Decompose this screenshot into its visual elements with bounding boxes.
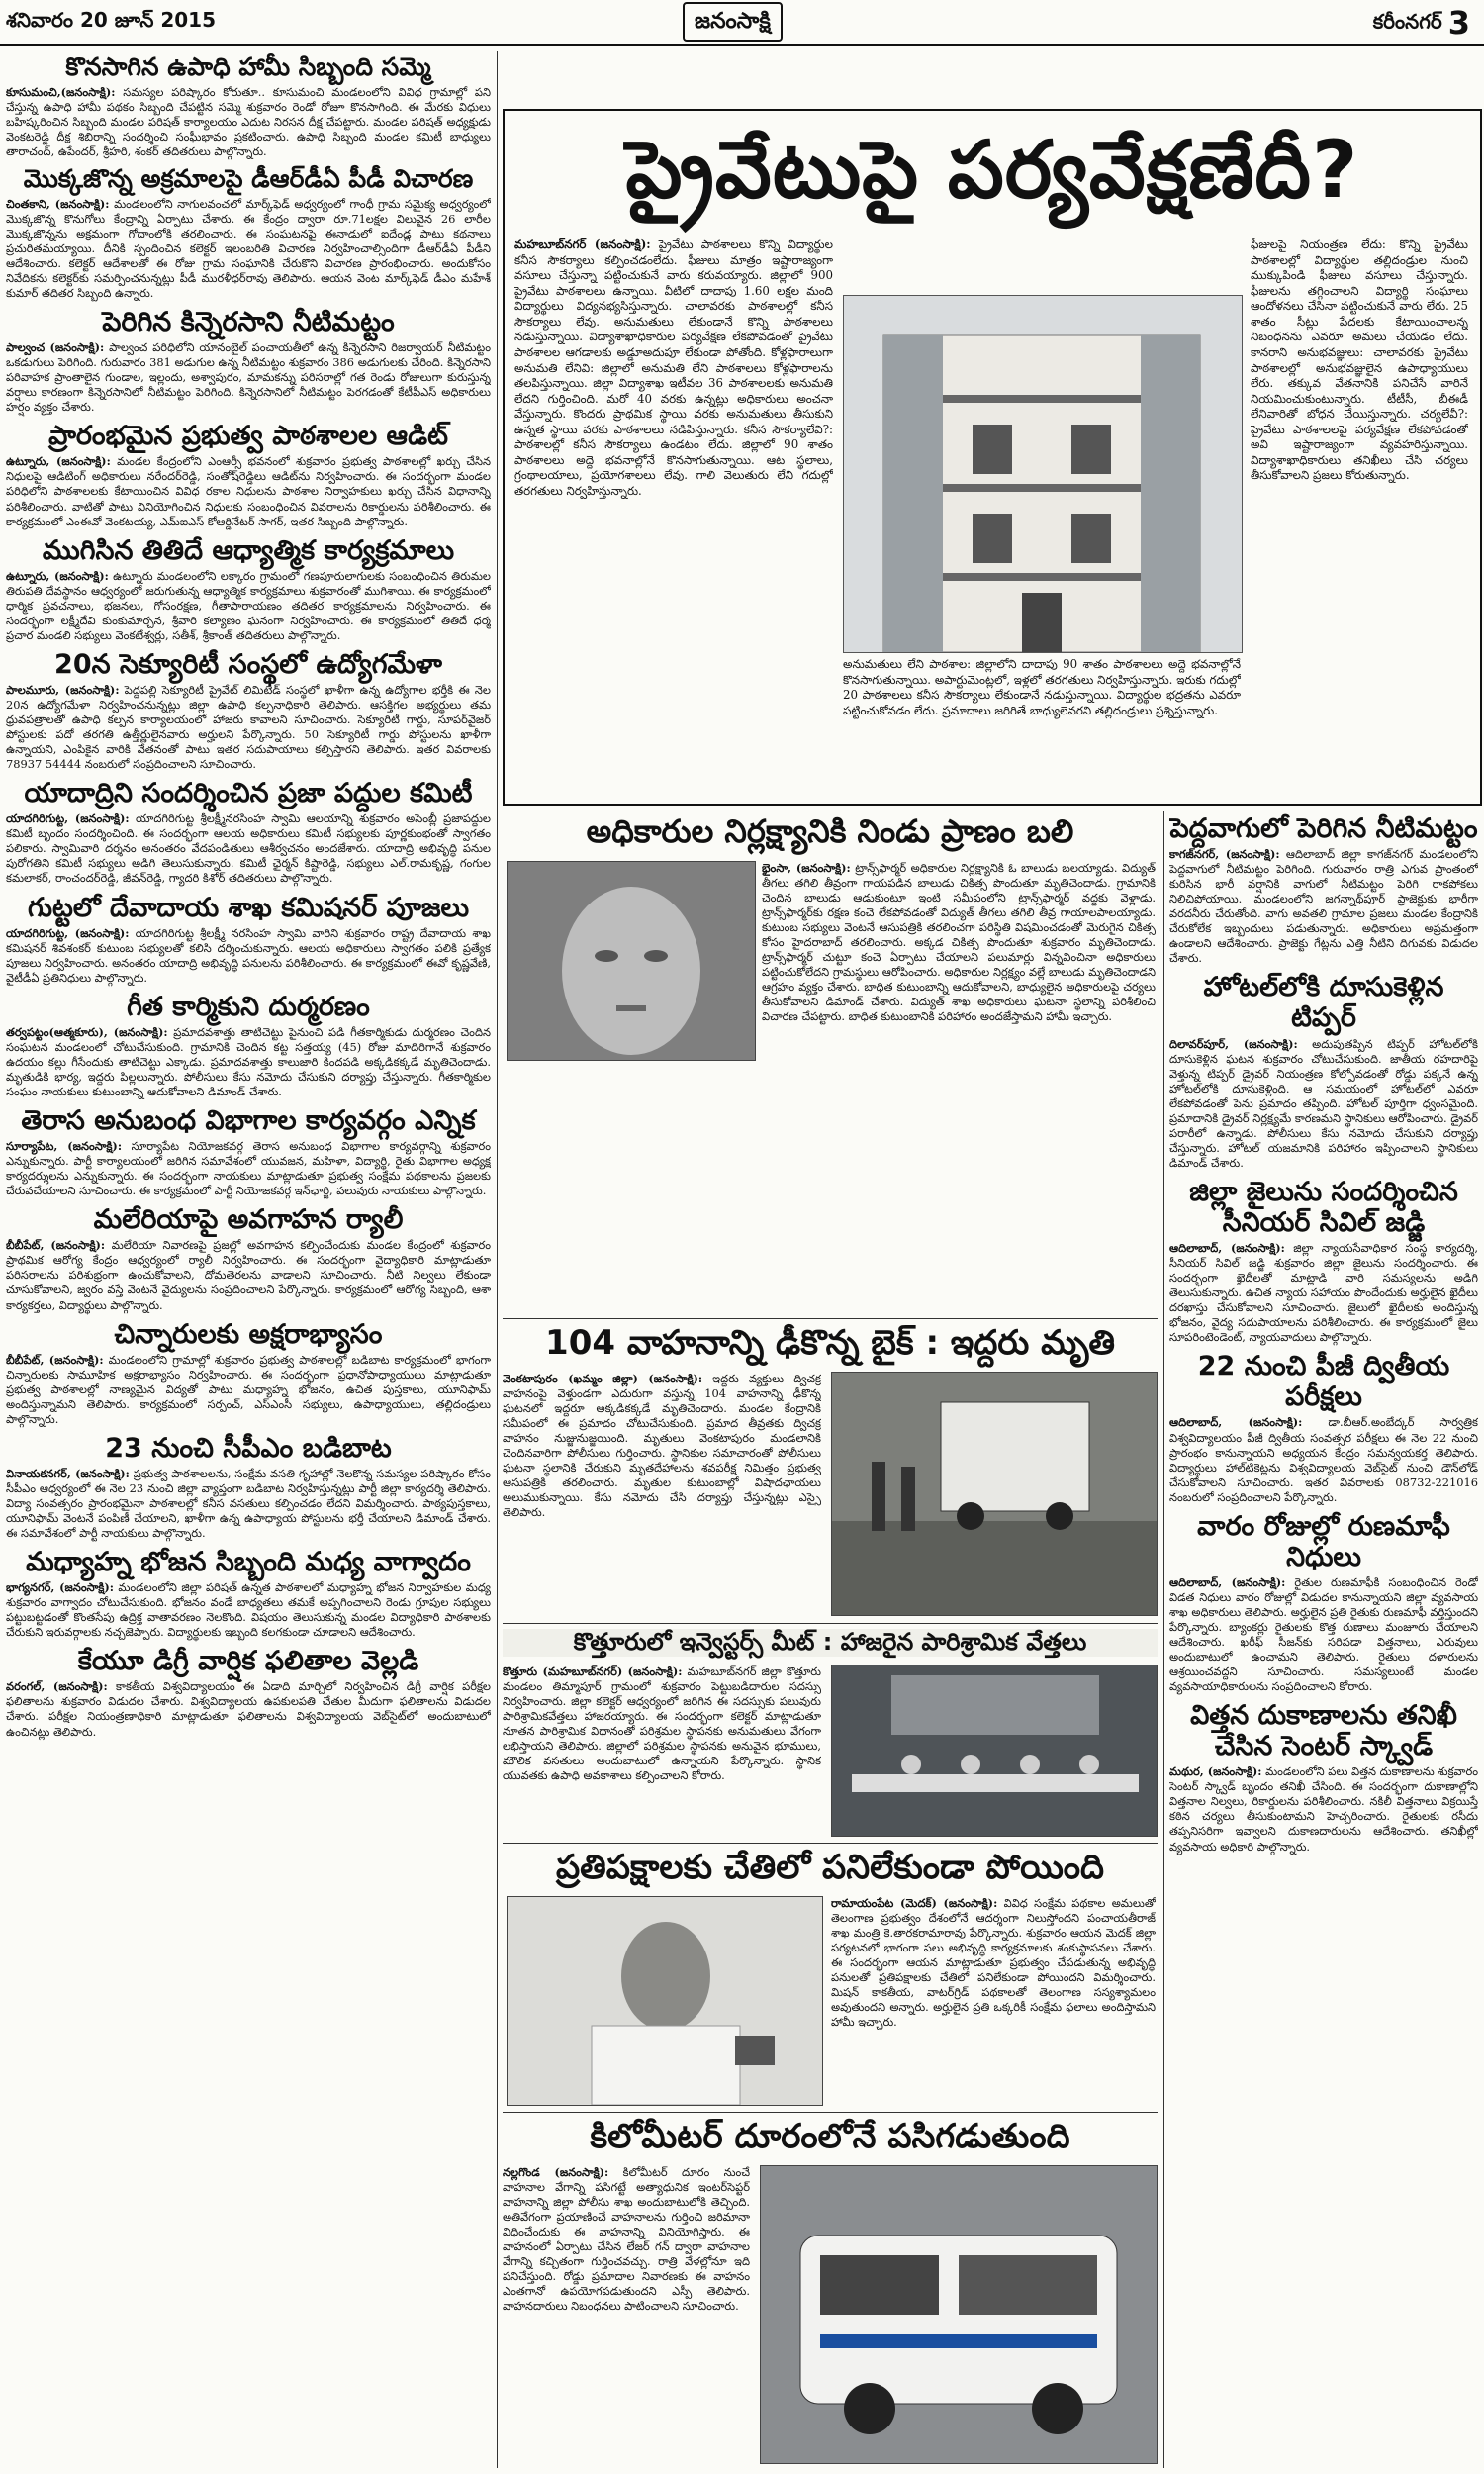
story-text: మహబూబ్‌నగర్ జిల్లా కొత్తూరు మండలం తిమ్మాపూర్ గ్రామంలో శుక్రవారం పెట్టుబడిదారుల సదస్సు నిర్వహించారు. జిల్లా కలెక్టర్ ఆధ్వర్యంలో జరిగిన ఈ సదస్సుకు పలువురు పారిశ్రామికవేత్తలు హాజరయ్యారు. ఈ సందర్భంగా కలెక్టర్ మాట్లాడుతూ నూతన పారిశ్రామిక విధానంతో పరిశ్రమల స్థాపనకు అనుమతులు వేగంగా లభిస్తాయని తెలిపారు. జిల్లాలో పరిశ్రమల స్థాపనకు అనువైన భూములు, మౌలిక వసతులు అందుబాటులో ఉన్నాయని పేర్కొన్నారు. స్థానిక యువతకు ఉపాధి అవకాశాలు కల్పించాలని కోరారు. [503, 1665, 821, 1783]
story-text: పెద్దపల్లి సెక్యూరిటీ ప్రైవేట్ లిమిటెడ్ సంస్థలో ఖాళీగా ఉన్న ఉద్యోగాల భర్తీకి ఈ నెల 20న ఉద్యోగమేళా నిర్వహించనున్నట్లు జిల్లా ఉపాధి కల్పనాధికారి తెలిపారు. ఆసక్తిగల అభ్యర్థులు తమ ధ్రువపత్రాలతో ఉపాధి కల్పన కార్యాలయంలో హాజరు కావాలని సూచించారు. సెక్యూరిటీ గార్డు, సూపర్‌వైజర్ పోస్టులకు పదో తరగతి ఉత్తీర్ణులైనవారు అర్హులని పేర్కొన్నారు. 50 సెక్యూరిటీ గార్డు పోస్టులను ఖాళీగా ఉన్నాయని, ఎంపికైన వారికి వేతనంతో పాటు ఇతర సదుపాయాలు కల్పిస్తారని తెలిపారు. ఇతర వివరాలకు 78937 54444 నంబరులో సంప్రదించాలని సూచించారు. [6, 682, 491, 772]
story-text: ఇద్దరు వ్యక్తులు ద్విచక్ర వాహనంపై వెళ్తుండగా ఎదురుగా వస్తున్న 104 వాహనాన్ని ఢీకొన్న ఘటనలో ఇద్దరూ అక్కడికక్కడే మృతిచెందారు. మండల కేంద్రానికి సమీపంలో ఈ ప్రమాదం చోటుచేసుకుంది. ప్రమాద తీవ్రతకు ద్విచక్ర వాహనం నుజ్జునుజ్జయింది. మృతులు వెంకటాపురం మండలానికి చెందినవారిగా పోలీసులు గుర్తించారు. స్థానికుల సమాచారంతో పోలీసులు ఘటనా స్థలానికి చేరుకుని మృతదేహాలను శవపరీక్ష నిమిత్తం ప్రభుత్వ ఆసుపత్రికి తరలించారు. మృతుల కుటుంబాల్లో విషాదఛాయలు అలుముకున్నాయి. కేసు నమోదు చేసి దర్యాప్తు చేస్తున్నట్లు ఎస్సై తెలిపారు. [503, 1372, 821, 1520]
story-text: పాల్వంచ పరిధిలోని యానంబైల్ పంచాయతీలో ఉన్న కిన్నెరసాని రిజర్వాయర్ నీటిమట్టం ఒకడుగులు పెరిగింది. గురువారం 381 అడుగుల ఉన్న నీటిమట్టం శుక్రవారం 386 అడుగులకు చేరింది. కిన్నెరసాని పరివాహక ప్రాంతాలైన గుండాల, ఇల్లందు, అశ్వాపురం, మామకన్ను పరిసరాల్లో గత రెండు రోజులుగా కురుస్తున్న వర్షాలు కారణంగా కిన్నెరసానిలో నీటిమట్టం పెరిగింది. కిన్నెరసానిలో నీటిమట్టం పెరగడంతో కేటీపీఎస్ అధికారులు హర్షం వ్యక్తం చేశారు. [6, 340, 491, 415]
story-dateline: కాగజ్‌నగర్, (జనంసాక్షి): [1169, 847, 1280, 862]
story-headline: పెరిగిన కిన్నెరసాని నీటిమట్టం [102, 307, 395, 338]
story-headline: చిన్నారులకు అక్షరాభ్యాసం [114, 1318, 383, 1350]
building-illustration [844, 296, 1242, 652]
story-text: రైతుల రుణమాఫీకి సంబంధించిన రెండో విడత నిధులు వారం రోజుల్లో విడుదల కానున్నాయని జిల్లా వ్యవసాయ శాఖ అధికారులు తెలిపారు. అర్హులైన ప్రతి రైతుకు రుణమాఫీ వర్తిస్తుందని పేర్కొన్నారు. బ్యాంకర్లు రైతులకు కొత్త రుణాలు మంజూరు చేయాలని ఆదేశించారు. ఖరీఫ్ సీజన్‌కు సరిపడా విత్తనాలు, ఎరువులు అందుబాటులో ఉంచామని తెలిపారు. రైతులు దళారులను ఆశ్రయించవద్దని సూచించారు. సమస్యలుంటే మండల వ్యవసాయాధికారులను సంప్రదించాలని కోరారు. [1169, 1574, 1478, 1694]
news-story [1169, 1177, 1478, 1345]
right-column [1169, 811, 1478, 2468]
story-text: ప్రభుత్వ పాఠశాలలను, సంక్షేమ వసతి గృహాల్లో నెలకొన్న సమస్యల పరిష్కారం కోసం సీపీఎం ఆధ్వర్యంలో ఈ నెల 23 నుంచి జిల్లా వ్యాప్తంగా బడిబాట నిర్వహిస్తున్నట్లు పార్టీ జిల్లా కార్యదర్శి తెలిపారు. విద్యా సంవత్సరం ప్రారంభమైనా పాఠశాలల్లో కనీస వసతులు కల్పించడం లేదని విమర్శించారు. పాఠ్యపుస్తకాలు, యూనిఫామ్ వెంటనే పంపిణీ చేయాలని, ఖాళీగా ఉన్న ఉపాధ్యాయ పోస్టులను భర్తీ చేయాలని డిమాండ్ చేశారు. ఈ సమావేశంలో పార్టీ నాయకులు పాల్గొన్నారు. [6, 1466, 491, 1541]
news-story [6, 53, 491, 159]
story-text: మలేరియా నివారణపై ప్రజల్లో అవగాహన కల్పించేందుకు మండల కేంద్రంలో శుక్రవారం ప్రాథమిక ఆరోగ్య కేంద్రం ఆధ్వర్యంలో ర్యాలీ నిర్వహించారు. ఈ సందర్భంగా వైద్యాధికారి మాట్లాడుతూ పరిసరాలను పరిశుభ్రంగా ఉంచుకోవాలని, దోమతెరలను వాడాలని సూచించారు. నీటి నిల్వలు లేకుండా చూసుకోవాలని, జ్వరం వస్తే వెంటనే వైద్యులను సంప్రదించాలని పేర్కొన్నారు. కార్యక్రమంలో ఆరోగ్య సిబ్బంది, ఆశా కార్యకర్తలు, విద్యార్థులు పాల్గొన్నారు. [6, 1238, 491, 1312]
story-dateline: బీబీపేట్, (జనంసాక్షి): [6, 1238, 106, 1253]
masthead [0, 0, 1484, 46]
section-divider [503, 1623, 1158, 1624]
story-headline: తెరాస అనుబంధ విభాగాల కార్యవర్గం ఎన్నిక [21, 1105, 476, 1137]
accident-photo [831, 1372, 1158, 1616]
story-headline: గుట్టలో దేవాదాయ శాఖ కమిషనర్ పూజలు [27, 892, 470, 923]
story-text: కిలోమీటర్ దూరం నుంచే వాహనాల వేగాన్ని పసిగట్టే అత్యాధునిక ఇంటర్‌సెప్టర్ వాహనాన్ని జిల్లా పోలీసు శాఖ అందుబాటులోకి తెచ్చింది. అతివేగంగా ప్రయాణించే వాహనాలను గుర్తించి జరిమానా విధించేందుకు ఈ వాహనాన్ని వినియోగిస్తారు. ఈ వాహనంలో ఏర్పాటు చేసిన లేజర్ గన్ ద్వారా వాహనాల వేగాన్ని కచ్చితంగా గుర్తించవచ్చు. రాత్రి వేళల్లోనూ ఇది పనిచేస్తుంది. రోడ్డు ప్రమాదాల నివారణకు ఈ వాహనం ఎంతగానో ఉపయోగపడుతుందని ఎస్పీ తెలిపారు. వాహనదారులు నిబంధనలు పాటించాలని సూచించారు. [503, 2165, 750, 2314]
story-body [6, 811, 491, 886]
story-dateline: భాగ్యనగర్, (జనంసాక్షి): [6, 1580, 114, 1595]
story-body [6, 926, 491, 986]
news-story [503, 1627, 1158, 1840]
news-story [6, 1646, 491, 1739]
story-text: మండలంలోని పలు విత్తన దుకాణాలను శుక్రవారం సెంటర్ స్క్వాడ్ బృందం తనిఖీ చేసింది. ఈ సందర్భంగా దుకాణాల్లోని విత్తనాల నిల్వలు, రికార్డులను పరిశీలించారు. నకిలీ విత్తనాలు విక్రయిస్తే కఠిన చర్యలు తీసుకుంటామని హెచ్చరించారు. రైతులకు రసీదు తప్పనిసరిగా ఇవ్వాలని దుకాణదారులను ఆదేశించారు. తనిఖీల్లో వ్యవసాయ అధికారి పాల్గొన్నారు. [1169, 1764, 1478, 1854]
edition-label [1373, 4, 1470, 42]
story-text: యాదగిరిగుట్ట శ్రీలక్ష్మీనరసింహ స్వామి ఆలయాన్ని శుక్రవారం అసెంబ్లీ ప్రజాపద్దుల కమిటీ బృందం సందర్శించింది. ఈ సందర్భంగా ఆలయ అధికారులు కమిటీ సభ్యులకు పూర్ణకుంభంతో స్వాగతం పలికారు. స్వామివారి దర్శనం అనంతరం వేదపండితులు ఆశీర్వచనం అందజేశారు. యాదాద్రి అభివృద్ధి పనుల పురోగతిని కమిటీ సభ్యులు అడిగి తెలుసుకున్నారు. కమిటీ ఛైర్మన్ కిష్టారెడ్డి, సభ్యులు ఎల్.రామకృష్ణ, గంగుల కమలాకర్, రాంచందర్‌రెడ్డి, జీవన్‌రెడ్డి, గ్యాదరి కిశోర్ తదితరులు పాల్గొన్నారు. [6, 811, 491, 886]
story-body [1169, 1575, 1478, 1694]
story-dateline: సూర్యాపేట, (జనంసాక్షి): [6, 1139, 123, 1154]
news-story [503, 2116, 1158, 2468]
story-dateline: పాల్వంచ (జనంసాక్షి): [6, 340, 105, 355]
lead-headline: ప్రైవేటుపై పర్యవేక్షణేదీ? [625, 124, 1359, 216]
section-divider [503, 1318, 1158, 1319]
news-story [6, 992, 491, 1099]
lead-story [503, 109, 1482, 806]
lead-column-1 [514, 238, 833, 792]
story-dateline: రామాయంపేట (మెదక్) (జనంసాక్షి): [831, 1896, 998, 1910]
story-dateline: ఆదిలాబాద్, (జనంసాక్షి): [1169, 1574, 1286, 1589]
story-body [6, 1353, 491, 1427]
news-story [1169, 1700, 1478, 1854]
story-dateline: దిలావర్‌పూర్, (జనంసాక్షి): [1169, 1036, 1298, 1051]
story-headline: 22 నుంచి పీజీ ద్వితీయ పరీక్షలు [1197, 1351, 1450, 1413]
story-text: జిల్లా న్యాయసేవాధికార సంస్థ కార్యదర్శి, సీనియర్ సివిల్ జడ్జి శుక్రవారం జిల్లా జైలును సందర్శించారు. ఈ సందర్భంగా ఖైదీలతో మాట్లాడి వారి సమస్యలను అడిగి తెలుసుకున్నారు. ఉచిత న్యాయ సహాయం పొందేందుకు అర్హులైన ఖైదీలు దరఖాస్తు చేసుకోవాలని సూచించారు. జైలులో ఖైదీలకు అందిస్తున్న భోజనం, వైద్య సదుపాయాలను పరిశీలించారు. ఈ కార్యక్రమంలో జైలు సూపరింటెండెంట్, న్యాయవాదులు పాల్గొన్నారు. [1169, 1241, 1478, 1345]
story-text: మండలంలోని గ్రామాల్లో శుక్రవారం ప్రభుత్వ పాఠశాలల్లో బడిబాట కార్యక్రమంలో భాగంగా చిన్నారులకు సామూహిక అక్షరాభ్యాసం నిర్వహించారు. ఈ సందర్భంగా ప్రధానోపాధ్యాయులు మాట్లాడుతూ ప్రభుత్వ పాఠశాలల్లో నాణ్యమైన విద్యతో పాటు మధ్యాహ్న భోజనం, ఉచిత పుస్తకాలు, యూనిఫామ్ అందిస్తున్నామని తెలిపారు. కార్యక్రమంలో సర్పంచ్, ఎస్ఎంసీ సభ్యులు, ఉపాధ్యాయులు, తల్లిదండ్రులు పాల్గొన్నారు. [6, 1352, 491, 1426]
news-story [6, 307, 491, 415]
news-story [503, 1847, 1158, 2109]
lead-text-1: ప్రైవేటు పాఠశాలలు కొన్ని విద్యార్థుల కనీస సౌకర్యాలు కల్పించడంలేదు. ఫీజులు మాత్రం ఇష్టారాజ్యంగా వసూలు చేస్తున్నా పట్టించుకునే వారు కరువయ్యారు. జిల్లాలో 900 ప్రైవేటు పాఠశాలలు ఉన్నాయి. వీటిలో దాదాపు 1.60 లక్షల మంది విద్యార్థులు విద్యనభ్యసిస్తున్నారు. చాలావరకు పాఠశాలల్లో కనీస సౌకర్యాలు లేవు. అనుమతులు లేకుండానే కొన్ని పాఠశాలలు నడుస్తున్నాయి. విద్యాశాఖాధికారుల పర్యవేక్షణ లేకపోవడంతో ప్రైవేటు పాఠశాలల ఆగడాలకు అడ్డూఅదుపూ లేకుండా పోతోంది. కోళ్లఫారాలుగా అనుమతి లేనివి: జిల్లాలో అనుమతి లేని పాఠశాలలు కోళ్లఫారాలను తలపిస్తున్నాయి. జిల్లా విద్యాశాఖ ఇటీవల 36 పాఠశాలలకు అనుమతి లేదని గుర్తించింది. మరో 40 వరకు ఉన్నట్లు అధికారులు అంచనా వేస్తున్నారు. కొందరు ప్రాథమిక స్థాయి వరకు అనుమతులు తీసుకుని ఉన్నత స్థాయి వరకు పాఠశాలలు నడిపిస్తున్నారు. కనీస సౌకర్యాలేవి?: పాఠశాలల్లో కనీస సౌకర్యాలు ఉండటం లేదు. జిల్లాలో 90 శాతం పాఠశాలలు అద్దె భవనాల్లోనే కొనసాగుతున్నాయి. ఆట స్థలాలు, గ్రంథాలయాలు, ప్రయోగశాలలు లేవు. గాలి వెలుతురు లేని గదుల్లో తరగతులు నిర్వహిస్తున్నారు. [514, 238, 833, 498]
story-headline: ప్రారంభమైన ప్రభుత్వ పాఠశాలల ఆడిట్ [48, 421, 448, 452]
news-story [6, 1319, 491, 1427]
story-dateline: యాదగిరిగుట్ట, (జనంసాక్షి): [6, 925, 130, 940]
news-story [6, 421, 491, 528]
story-headline: 23 నుంచి సీపీఎం బడిబాట [105, 1432, 392, 1464]
story-headline: కేయూ డిగ్రీ వార్షిక ఫలితాల వెల్లడి [77, 1646, 419, 1677]
news-story [6, 1105, 491, 1198]
story-dateline: కొత్తూరు (మహబూబ్‌నగర్) (జనంసాక్షి): [503, 1665, 683, 1678]
news-story [6, 1547, 491, 1640]
story-body [1169, 1241, 1478, 1345]
story-dateline: నల్లగొండ (జనంసాక్షి): [503, 2165, 609, 2179]
story-body [6, 1580, 491, 1640]
section-divider [503, 2112, 1158, 2113]
news-story [6, 535, 491, 643]
story-text: మండల కేంద్రంలోని ఎంఆర్సీ భవనంలో శుక్రవారం ప్రభుత్వ పాఠశాలల్లో ఖర్చు చేసిన నిధులపై ఆడిటింగ్ అధికారులు నరేందర్‌రెడ్డి, సంతోష్‌రెడ్డిలు ఆడిట్‌ను నిర్వహించారు. ఈ సందర్భంగా మండల పరిధిలోని పాఠశాలలకు కేటాయించిన వివిధ రకాల నిధులను పాఠశాల నిర్వాహకులు ఖర్చు చేసిన విధానాన్ని పరిశీలించారు. వాటితో పాటు వినియోగించిన నిధులకు సంబంధించిన వివరాలను రికార్డులను పరిశీలించారు. ఈ కార్యక్రమంలో ఎంఈవో వెంకటయ్య, ఎమ్‌ఐఎస్ కోఆర్డినేటర్ సాగర్, ఇతర సిబ్బంది పాల్గొన్నారు. [6, 454, 491, 528]
story-headline: యాదాద్రిని సందర్శించిన ప్రజా పద్దుల కమిటీ [24, 778, 473, 809]
story-dateline: తర్వపట్టం(ఆత్మకూరు), (జనంసాక్షి): [6, 1024, 168, 1039]
left-column [6, 51, 491, 2468]
story-body [1169, 847, 1478, 966]
news-story [1169, 813, 1478, 966]
story-headline: మలేరియాపై అవగాహన ర్యాలీ [93, 1204, 404, 1236]
story-headline: కిలోమీటర్ దూరంలోనే పసిగడుతుంది [590, 2117, 1070, 2156]
story-text: మండలంలోని జిల్లా పరిషత్ ఉన్నత పాఠశాలలో మధ్యాహ్న భోజన నిర్వాహకుల మధ్య శుక్రవారం వాగ్వాదం చోటుచేసుకుంది. భోజనం వండే బాధ్యతలు తమకే అప్పగించాలని రెండు గ్రూపుల సభ్యులు పట్టుబట్టడంతో కొంతసేపు ఉద్రిక్త వాతావరణం నెలకొంది. విషయం తెలుసుకున్న మండల విద్యాధికారి పాఠశాలకు చేరుకుని ఇరువర్గాలకు నచ్చజెప్పారు. విద్యార్థులకు ఇబ్బంది కలగకుండా చూడాలని ఆదేశించారు. [6, 1580, 491, 1640]
lead-photo-caption: అనుమతులు లేని పాఠశాల: జిల్లాలోని దాదాపు 90 శాతం పాఠశాలలు అద్దె భవనాల్లోనే కొనసాగుతున్నాయి. అపార్టుమెంట్లలో, ఇళ్లలో తరగతులు నిర్వహిస్తున్నారు. ఇరుకు గదుల్లో 20 పాఠశాలలు కనీస సౌకర్యాలు లేకుండానే నడుస్తున్నాయి. విద్యార్థుల భద్రతను ఎవరూ పట్టించుకోవడం లేదు. ప్రమాదాలు జరిగితే బాధ్యులెవరని తల్లిదండ్రులు ప్రశ్నిస్తున్నారు. [843, 657, 1241, 717]
story-body [6, 1025, 491, 1099]
story-headline: 104 వాహనాన్ని ఢీకొన్న బైక్ : ఇద్దరు మృతి [545, 1323, 1115, 1363]
story-headline: ముగిసిన తితిదే ఆధ్యాత్మిక కార్యక్రమాలు [42, 534, 455, 566]
news-story [6, 649, 491, 772]
story-text: ఉట్నూరు మండలంలోని లక్కారం గ్రామంలో గణపూరులాగులకు సంబంధించిన తిరుమల తిరుపతి దేవస్థానం ఆధ్వర్యంలో జరుగుతున్న ఆధ్యాత్మిక కార్యక్రమాలు శుక్రవారంతో ముగిశాయి. ఈ కార్యక్రమంలో ధార్మిక ప్రవచనాలు, భజనలు, గోసంరక్షణ, గీతాపారాయణం తదితర కార్యక్రమాలను నిర్వహించారు. ఈ సందర్భంగా లక్ష్మీదేవి కుంకుమార్చన, శ్రీవారి కల్యాణం ఘనంగా నిర్వహించారు. ఈ కార్యక్రమంలో తితిదే ధర్మ ప్రచార మండలి సభ్యులు వెంకటేశ్వర్లు, సతీశ్, శ్రీకాంత్ తదితరులు పాల్గొన్నారు. [6, 568, 491, 642]
story-headline: కొత్తూరులో ఇన్వెస్టర్స్ మీట్ : హాజరైన పారిశ్రామిక వేత్తలు [503, 1629, 1158, 1657]
news-story [6, 893, 491, 986]
story-dateline: ఆదిలాబాద్, (జనంసాక్షి): [1169, 1415, 1303, 1430]
section-divider [503, 1843, 1158, 1844]
story-text: వివిధ సంక్షేమ పథకాల అమలుతో తెలంగాణ ప్రభుత్వం దేశంలోనే ఆదర్శంగా నిలుస్తోందని పంచాయతీరాజ్ శాఖ మంత్రి కె.తారకరామారావు పేర్కొన్నారు. శుక్రవారం ఆయన మెదక్ జిల్లా పర్యటనలో భాగంగా పలు అభివృద్ధి కార్యక్రమాలకు శంకుస్థాపనలు చేశారు. ఈ సందర్భంగా ఆయన మాట్లాడుతూ ప్రభుత్వం చేపడుతున్న అభివృద్ధి పనులతో ప్రతిపక్షాలకు చేతిలో పనిలేకుండా పోయిందని విమర్శించారు. మిషన్ కాకతీయ, వాటర్‌గ్రిడ్ పథకాలతో తెలంగాణ సస్యశ్యామలం అవుతుందని అన్నారు. అర్హులైన ప్రతి ఒక్కరికీ సంక్షేమ ఫలాలు అందిస్తామని హామీ ఇచ్చారు. [831, 1896, 1156, 2030]
story-text: ట్రాన్స్‌ఫార్మర్ అధికారుల నిర్లక్ష్యానికి ఓ బాలుడు బలయ్యాడు. విద్యుత్ తీగలు తగిలి తీవ్రంగా గాయపడిన బాలుడు చికిత్స పొందుతూ మృతిచెందాడు. గ్రామానికి చెందిన బాలుడు ఆడుకుంటూ ఇంటి సమీపంలోని ట్రాన్స్‌ఫార్మర్ వద్దకు వెళ్లాడు. ట్రాన్స్‌ఫార్మర్‌కు రక్షణ కంచె లేకపోవడంతో విద్యుత్ తీగలు తగిలి తీవ్ర గాయాలపాలయ్యాడు. కుటుంబ సభ్యులు వెంటనే ఆసుపత్రికి తరలించగా పరిస్థితి విషమించడంతో మెరుగైన చికిత్స కోసం హైదరాబాద్ తరలించారు. అక్కడ చికిత్స పొందుతూ శుక్రవారం మృతిచెందాడు. ట్రాన్స్‌ఫార్మర్ చుట్టూ కంచె ఏర్పాటు చేయాలని పలుమార్లు విన్నవించినా అధికారులు పట్టించుకోలేదని గ్రామస్థులు ఆరోపించారు. అధికారుల నిర్లక్ష్యం వల్లే బాలుడు మృతిచెందాడని ఆగ్రహం వ్యక్తం చేశారు. బాధిత కుటుంబాన్ని ఆదుకోవాలని, బాధ్యులైన అధికారులపై చర్యలు తీసుకోవాలని డిమాండ్ చేశారు. విద్యుత్ శాఖ అధికారులు ఘటనా స్థలాన్ని పరిశీలించి విచారణ చేపట్టారు. బాధిత కుటుంబానికి పరిహారం అందజేస్తామని హామీ ఇచ్చారు. [762, 861, 1156, 1024]
news-story [503, 811, 1158, 1316]
story-text: సూర్యాపేట నియోజకవర్గ తెరాస అనుబంధ విభాగాల కార్యవర్గాన్ని శుక్రవారం ఎన్నుకున్నారు. పార్టీ కార్యాలయంలో జరిగిన సమావేశంలో యువజన, మహిళా, విద్యార్థి, రైతు విభాగాల అధ్యక్ష కార్యదర్శులను ఎన్నుకున్నారు. ఈ సందర్భంగా నాయకులు మాట్లాడుతూ ప్రభుత్వ సంక్షేమ పథకాలను ప్రజలకు చేరువచేయాలని సూచించారు. ఈ కార్యక్రమంలో పార్టీ నియోజకవర్గ ఇన్‌ఛార్జి, పలువురు నాయకులు పాల్గొన్నారు. [6, 1139, 491, 1198]
news-story [1169, 1511, 1478, 1694]
story-body [1169, 1764, 1478, 1854]
story-body [6, 340, 491, 415]
newspaper-logo: జనంసాక్షి [683, 2, 783, 42]
story-dateline: వెంకటాపురం (ఖమ్మం జిల్లా) (జనంసాక్షి): [503, 1372, 703, 1385]
story-headline: విత్తన దుకాణాలను తనిఖీ చేసిన సెంటర్ స్క్వాడ్ [1190, 1700, 1457, 1762]
story-dateline: ఉట్నూరు, (జనంసాక్షి): [6, 454, 111, 469]
news-story [6, 1204, 491, 1312]
investors-meet-photo [831, 1665, 1158, 1837]
story-text: సమస్యల పరిష్కారం కోరుతూ.. కూసుమంచి మండలంలోని వివిధ గ్రామాల్లో పని చేస్తున్న ఉపాధి హామీ పథకం సిబ్బంది చేపట్టిన సమ్మె శుక్రవారం రెండో రోజూ కొనసాగింది. ఈ మేరకు విధులు బహిష్కరించిన సిబ్బంది మండల పరిషత్ కార్యాలయం ఎదుట నిరసన దీక్ష చేపట్టారు. మండల పరిషత్ అధ్యక్షుడు వెంకటరెడ్డి దీక్ష శిబిరాన్ని సందర్శించి సంఘీభావం ప్రకటించారు. ఉపాధి సిబ్బంది మండల కమిటీ బాధ్యులు తారాచంద్, ఉపేందర్, శ్రీహరి, శంకర్ తదితరులు పాల్గొన్నారు. [6, 84, 491, 158]
lead-dateline: మహబూబ్‌నగర్ (జనంసాక్షి): [514, 238, 651, 251]
story-headline: అధికారుల నిర్లక్ష్యానికి నిండు ప్రాణం బలి [586, 812, 1074, 850]
column-rule [497, 51, 498, 2468]
story-headline: పెద్దవాగులో పెరిగిన నీటిమట్టం [1169, 813, 1478, 844]
victim-photo [507, 861, 756, 1061]
issue-date: శనివారం 20 జూన్ 2015 [6, 8, 216, 32]
story-body [1169, 1037, 1478, 1171]
news-story [6, 165, 491, 301]
story-body [6, 1467, 491, 1541]
news-story [1169, 972, 1478, 1171]
story-headline: మధ్యాహ్న భోజన సిబ్బంది మధ్య వాగ్వాదం [26, 1547, 471, 1578]
story-body [6, 683, 491, 772]
story-body [6, 569, 491, 643]
story-headline: జిల్లా జైలును సందర్శించిన సీనియర్ సివిల్ జడ్జి [1189, 1176, 1458, 1238]
interceptor-vehicle-photo [760, 2165, 1158, 2464]
news-story [6, 1433, 491, 1541]
story-text: డా.బీఆర్.అంబేద్కర్ సార్వత్రిక విశ్వవిద్యాలయం పీజీ ద్వితీయ సంవత్సర పరీక్షలు ఈ నెల 22 నుంచి ప్రారంభం కానున్నాయని అధ్యయన కేంద్రం సమన్వయకర్త తెలిపారు. విద్యార్థులు హాల్‌టికెట్లను విశ్వవిద్యాలయ వెబ్‌సైట్ నుంచి డౌన్‌లోడ్ చేసుకోవాలని సూచించారు. ఇతర వివరాలకు 08732-221016 నంబరులో సంప్రదించాలని పేర్కొన్నారు. [1169, 1415, 1478, 1504]
story-text: కాకతీయ విశ్వవిద్యాలయం ఈ ఏడాది మార్చిలో నిర్వహించిన డిగ్రీ వార్షిక పరీక్షల ఫలితాలను శుక్రవారం విడుదల చేశారు. విశ్వవిద్యాలయ ఉపకులపతి చేతుల మీదుగా ఫలితాలను విడుదల చేశారు. పరీక్షల నియంత్రణాధికారి మాట్లాడుతూ ఫలితాలను విశ్వవిద్యాలయ వెబ్‌సైట్‌లో అందుబాటులో ఉంచినట్లు తెలిపారు. [6, 1679, 491, 1739]
minister-photo [507, 1896, 823, 2106]
story-body [1169, 1415, 1478, 1504]
story-dateline: వినాయకనగర్, (జనంసాక్షి): [6, 1466, 130, 1480]
story-body [6, 1139, 491, 1198]
story-dateline: చింతకాని, (జనంసాక్షి): [6, 196, 110, 211]
story-dateline: పాలమూరు, (జనంసాక్షి): [6, 682, 120, 697]
story-headline: హోటల్‌లోకి దూసుకెళ్లిన టిప్పర్ [1203, 972, 1444, 1034]
story-text: యాదగిరిగుట్ట శ్రీలక్ష్మీ నరసింహ స్వామి వారిని శుక్రవారం రాష్ట్ర దేవాదాయ శాఖ కమిషనర్ శివశంకర్ కుటుంబ సభ్యులతో కలిసి దర్శించుకున్నారు. ఆలయ అధికారులు స్వాగతం పలికి ప్రత్యేక పూజలు నిర్వహించారు. అనంతరం యాదాద్రి అభివృద్ధి పనులను పరిశీలించారు. ఈ కార్యక్రమంలో ఈవో కృష్ణవేణి, వైటీడీఏ ప్రతినిధులు పాల్గొన్నారు. [6, 925, 491, 985]
story-dateline: వరంగల్, (జనంసాక్షి): [6, 1679, 108, 1694]
story-body [6, 1238, 491, 1312]
story-body [6, 1679, 491, 1739]
edition-district: కరీంనగర్ [1372, 9, 1442, 34]
story-body [6, 197, 491, 301]
story-headline: 20న సెక్యూరిటీ సంస్థలో ఉద్యోగమేళా [54, 648, 442, 680]
page-number: 3 [1447, 4, 1470, 42]
story-dateline: ఉట్నూరు, (జనంసాక్షి): [6, 568, 109, 583]
column-rule [1163, 811, 1164, 2468]
news-story [1169, 1351, 1478, 1504]
story-body [6, 85, 491, 159]
story-dateline: ఆదిలాబాద్, (జనంసాక్షి): [1169, 1241, 1285, 1256]
news-story [503, 1322, 1158, 1619]
story-dateline: మథుర, (జనంసాక్షి): [1169, 1764, 1262, 1779]
story-text: ప్రమాదవశాత్తు తాటిచెట్టు పైనుంచి పడి గీతకార్మికుడు దుర్మరణం చెందిన సంఘటన మండలంలో చోటుచేసుకుంది. గ్రామానికి చెందిన కట్ట సత్తయ్య (45) రోజు మాదిరిగానే శుక్రవారం ఉదయం కల్లు గీసేందుకు తాటిచెట్టు ఎక్కాడు. ప్రమాదవశాత్తు కాలుజారి కిందపడి అక్కడికక్కడే మృతిచెందాడు. మృతుడికి భార్య, ఇద్దరు పిల్లలున్నారు. పోలీసులు కేసు నమోదు చేసుకుని దర్యాప్తు చేస్తున్నారు. గీతకార్మికుల సంఘం నాయకులు కుటుంబాన్ని ఆదుకోవాలని డిమాండ్ చేశారు. [6, 1024, 491, 1098]
school-building-photo [843, 295, 1243, 653]
story-headline: మొక్కజొన్న అక్రమాలపై డీఆర్‌డీఏ పీడీ విచారణ [23, 163, 474, 193]
story-headline: కొనసాగిన ఉపాధి హామీ సిబ్బంది సమ్మె [65, 52, 431, 81]
story-text: అదుపుతప్పిన టిప్పర్ హోటల్‌లోకి దూసుకెళ్లిన ఘటన శుక్రవారం చోటుచేసుకుంది. జాతీయ రహదారిపై వెళ్తున్న టిప్పర్ డ్రైవర్ నియంత్రణ కోల్పోవడంతో రోడ్డు పక్కనే ఉన్న హోటల్‌లోకి దూసుకెళ్లింది. ఆ సమయంలో హోటల్‌లో ఎవరూ లేకపోవడంతో పెను ప్రమాదం తప్పింది. హోటల్ పూర్తిగా ధ్వంసమైంది. ప్రమాదానికి డ్రైవర్ నిర్లక్ష్యమే కారణమని స్థానికులు ఆరోపించారు. డ్రైవర్ పరారీలో ఉన్నాడు. పోలీసులు కేసు నమోదు చేసుకుని దర్యాప్తు చేస్తున్నారు. హోటల్ యజమానికి పరిహారం ఇప్పించాలని స్థానికులు డిమాండ్ చేశారు. [1169, 1036, 1478, 1170]
story-headline: వారం రోజుల్లో రుణమాఫీ నిధులు [1197, 1510, 1450, 1572]
story-dateline: భైంసా, (జనంసాక్షి): [762, 861, 851, 875]
story-body [6, 454, 491, 528]
story-dateline: కూసుమంచి,(జనంసాక్షి): [6, 84, 116, 99]
story-text: మండలంలోని నాగులవంచలో మార్క్‌ఫెడ్ అధ్వర్యంలో గాంధీ గ్రామ సమైక్య అధ్వర్యంలో మొక్కజొన్న కొనుగోలు కేంద్రాన్ని ఏర్పాటు చేశారు. ఈ కేంద్రం ద్వారా రూ.71లక్షల విలువైన 26 లారీల మొక్కజొన్నను అక్రమంగా గోదాంలోకి తరలించారు. ఈ సంఘటనపై ఈనాడులో ఐదేండ్ల పాటు కథనాలు ప్రచురితమయ్యాయి. దీనికి స్పందించిన కలెక్టర్ ఇలంబరితి విచారణ నిర్వహించాల్సిందిగా డీఆర్‌డీఏ పీడీని ఆదేశించారు. కలెక్టర్ ఆదేశాలతో ఈ రోజు గ్రామ సంఘానికి చేరుకొని విచారణ ప్రారంభించారు. అందుకోసం నివేదికను కలెక్టర్‌కు సమర్పించనున్నట్లు పీడీ మురళీధర్‌రావు తెలిపారు. ఆయన వెంట మార్క్‌ఫెడ్ డీఎం మహేశ్ కుమార్ తదితర సిబ్బంది ఉన్నారు. [6, 196, 491, 301]
lead-column-3: ఫీజులపై నియంత్రణ లేదు: కొన్ని ప్రైవేటు పాఠశాలల్లో విద్యార్థుల తల్లిదండ్రుల నుంచి ముక్కుపిండి ఫీజులు వసూలు చేస్తున్నారు. ఫీజులను తగ్గించాలని విద్యార్థి సంఘాలు ఆందోళనలు చేసినా పట్టించుకునే వారు లేరు. 25 శాతం సీట్లు పేదలకు కేటాయించాలన్న నిబంధనను ఎవరూ అమలు చేయడం లేదు. కానరాని అనుభవజ్ఞులు: చాలావరకు ప్రైవేటు పాఠశాలల్లో అనుభవజ్ఞులైన ఉపాధ్యాయులు లేరు. తక్కువ వేతనానికి పనిచేసే వారినే నియమించుకుంటున్నారు. టీటీసీ, బీఈడీ లేనివారితో బోధన చేయిస్తున్నారు. చర్యలేవీ?: ప్రైవేటు పాఠశాలలపై పర్యవేక్షణ లేకపోవడంతో అవి ఇష్టారాజ్యంగా వ్యవహరిస్తున్నాయి. విద్యాశాఖాధికారులు తనిఖీలు చేసి చర్యలు తీసుకోవాలని ప్రజలు కోరుతున్నారు. [1251, 238, 1468, 483]
story-headline: గీత కార్మికుని దుర్మరణం [127, 991, 370, 1022]
story-text: ఆదిలాబాద్ జిల్లా కాగజ్‌నగర్ మండలంలోని పెద్దవాగులో నీటిమట్టం పెరిగింది. గురువారం రాత్రి ఎగువ ప్రాంతంలో కురిసిన భారీ వర్షానికి వాగులో నీటిమట్టం పెరిగి రాకపోకలు నిలిచిపోయాయి. మండలంలోని జగన్నాథ్‌పూర్ ప్రాజెక్టుకు భారీగా వరదనీరు చేరుతోంది. వాగు అవతలి గ్రామాల ప్రజలు మండల కేంద్రానికి చేరుకోలేక ఇబ్బందులు పడుతున్నారు. అధికారులు అప్రమత్తంగా ఉండాలని ఆదేశించారు. ప్రాజెక్టు గేట్లను ఎత్తి నీటిని దిగువకు విడుదల చేశారు. [1169, 847, 1478, 966]
story-dateline: యాదగిరిగుట్ట, (జనంసాక్షి): [6, 811, 130, 826]
story-dateline: బీబీపేట్, (జనంసాక్షి): [6, 1352, 104, 1367]
story-headline: ప్రతిపక్షాలకు చేతిలో పనిలేకుండా పోయింది [555, 1848, 1105, 1887]
news-story [6, 778, 491, 886]
